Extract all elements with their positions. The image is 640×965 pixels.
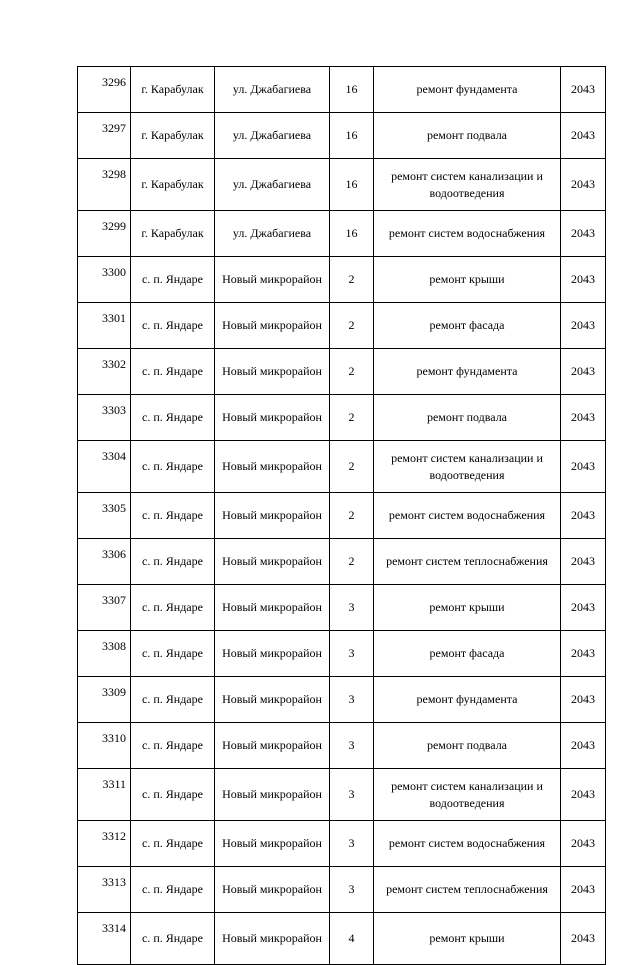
year-cell: 2043 bbox=[561, 395, 606, 441]
street-cell: Новый микрорайон bbox=[215, 441, 330, 493]
locality-cell: с. п. Яндаре bbox=[131, 303, 215, 349]
year-cell: 2043 bbox=[561, 769, 606, 821]
work-cell: ремонт подвала bbox=[374, 113, 561, 159]
house-cell: 3 bbox=[330, 723, 374, 769]
year-cell: 2043 bbox=[561, 303, 606, 349]
locality-cell: с. п. Яндаре bbox=[131, 913, 215, 965]
locality-cell: с. п. Яндаре bbox=[131, 539, 215, 585]
house-cell: 16 bbox=[330, 211, 374, 257]
table-row bbox=[78, 585, 606, 631]
table-row bbox=[78, 821, 606, 867]
locality-cell: с. п. Яндаре bbox=[131, 493, 215, 539]
year-cell: 2043 bbox=[561, 67, 606, 113]
row-number: 3300 bbox=[78, 257, 131, 303]
row-number: 3312 bbox=[78, 821, 131, 867]
house-cell: 2 bbox=[330, 441, 374, 493]
year-cell: 2043 bbox=[561, 631, 606, 677]
table-row bbox=[78, 913, 606, 965]
row-number: 3309 bbox=[78, 677, 131, 723]
year-cell: 2043 bbox=[561, 257, 606, 303]
year-cell: 2043 bbox=[561, 211, 606, 257]
row-number: 3314 bbox=[78, 913, 131, 965]
house-cell: 2 bbox=[330, 493, 374, 539]
house-cell: 3 bbox=[330, 585, 374, 631]
locality-cell: г. Карабулак bbox=[131, 113, 215, 159]
year-cell: 2043 bbox=[561, 349, 606, 395]
work-cell: ремонт фундамента bbox=[374, 349, 561, 395]
locality-cell: с. п. Яндаре bbox=[131, 677, 215, 723]
house-cell: 16 bbox=[330, 159, 374, 211]
house-cell: 16 bbox=[330, 67, 374, 113]
table-row bbox=[78, 395, 606, 441]
row-number: 3307 bbox=[78, 585, 131, 631]
row-number: 3299 bbox=[78, 211, 131, 257]
house-cell: 16 bbox=[330, 113, 374, 159]
house-cell: 3 bbox=[330, 631, 374, 677]
work-cell: ремонт крыши bbox=[374, 913, 561, 965]
row-number: 3310 bbox=[78, 723, 131, 769]
work-cell: ремонт систем канализации и водоотведения bbox=[374, 441, 561, 493]
locality-cell: с. п. Яндаре bbox=[131, 585, 215, 631]
house-cell: 2 bbox=[330, 257, 374, 303]
table-row bbox=[78, 67, 606, 113]
row-number: 3303 bbox=[78, 395, 131, 441]
street-cell: Новый микрорайон bbox=[215, 821, 330, 867]
locality-cell: с. п. Яндаре bbox=[131, 769, 215, 821]
house-cell: 3 bbox=[330, 867, 374, 913]
street-cell: Новый микрорайон bbox=[215, 867, 330, 913]
locality-cell: с. п. Яндаре bbox=[131, 257, 215, 303]
work-cell: ремонт систем водоснабжения bbox=[374, 821, 561, 867]
year-cell: 2043 bbox=[561, 723, 606, 769]
row-number: 3304 bbox=[78, 441, 131, 493]
street-cell: ул. Джабагиева bbox=[215, 113, 330, 159]
table-row bbox=[78, 257, 606, 303]
house-cell: 2 bbox=[330, 539, 374, 585]
street-cell: ул. Джабагиева bbox=[215, 211, 330, 257]
locality-cell: с. п. Яндаре bbox=[131, 631, 215, 677]
house-cell: 4 bbox=[330, 913, 374, 965]
table-body bbox=[78, 67, 606, 965]
work-cell: ремонт систем канализации и водоотведения bbox=[374, 159, 561, 211]
street-cell: Новый микрорайон bbox=[215, 585, 330, 631]
street-cell: Новый микрорайон bbox=[215, 493, 330, 539]
work-cell: ремонт фасада bbox=[374, 631, 561, 677]
year-cell: 2043 bbox=[561, 441, 606, 493]
work-cell: ремонт систем теплоснабжения bbox=[374, 867, 561, 913]
house-cell: 3 bbox=[330, 821, 374, 867]
row-number: 3313 bbox=[78, 867, 131, 913]
work-cell: ремонт систем водоснабжения bbox=[374, 493, 561, 539]
row-number: 3302 bbox=[78, 349, 131, 395]
street-cell: ул. Джабагиева bbox=[215, 159, 330, 211]
locality-cell: г. Карабулак bbox=[131, 159, 215, 211]
year-cell: 2043 bbox=[561, 113, 606, 159]
street-cell: Новый микрорайон bbox=[215, 631, 330, 677]
street-cell: Новый микрорайон bbox=[215, 539, 330, 585]
locality-cell: с. п. Яндаре bbox=[131, 821, 215, 867]
house-cell: 3 bbox=[330, 677, 374, 723]
year-cell: 2043 bbox=[561, 539, 606, 585]
table-row bbox=[78, 303, 606, 349]
street-cell: Новый микрорайон bbox=[215, 395, 330, 441]
table-row bbox=[78, 723, 606, 769]
work-cell: ремонт крыши bbox=[374, 257, 561, 303]
year-cell: 2043 bbox=[561, 821, 606, 867]
work-cell: ремонт фундамента bbox=[374, 67, 561, 113]
table-row bbox=[78, 441, 606, 493]
table-row bbox=[78, 493, 606, 539]
year-cell: 2043 bbox=[561, 913, 606, 965]
row-number: 3311 bbox=[78, 769, 131, 821]
year-cell: 2043 bbox=[561, 159, 606, 211]
year-cell: 2043 bbox=[561, 677, 606, 723]
year-cell: 2043 bbox=[561, 585, 606, 631]
table-row bbox=[78, 349, 606, 395]
street-cell: Новый микрорайон bbox=[215, 769, 330, 821]
locality-cell: с. п. Яндаре bbox=[131, 867, 215, 913]
locality-cell: с. п. Яндаре bbox=[131, 441, 215, 493]
street-cell: Новый микрорайон bbox=[215, 723, 330, 769]
street-cell: ул. Джабагиева bbox=[215, 67, 330, 113]
row-number: 3305 bbox=[78, 493, 131, 539]
house-cell: 2 bbox=[330, 349, 374, 395]
locality-cell: с. п. Яндаре bbox=[131, 395, 215, 441]
locality-cell: с. п. Яндаре bbox=[131, 723, 215, 769]
table-row bbox=[78, 159, 606, 211]
year-cell: 2043 bbox=[561, 867, 606, 913]
row-number: 3301 bbox=[78, 303, 131, 349]
work-cell: ремонт подвала bbox=[374, 723, 561, 769]
street-cell: Новый микрорайон bbox=[215, 913, 330, 965]
work-cell: ремонт фундамента bbox=[374, 677, 561, 723]
locality-cell: г. Карабулак bbox=[131, 67, 215, 113]
work-cell: ремонт подвала bbox=[374, 395, 561, 441]
table-row bbox=[78, 113, 606, 159]
house-cell: 3 bbox=[330, 769, 374, 821]
table-row bbox=[78, 631, 606, 677]
work-cell: ремонт систем канализации и водоотведения bbox=[374, 769, 561, 821]
table-row bbox=[78, 211, 606, 257]
work-cell: ремонт систем теплоснабжения bbox=[374, 539, 561, 585]
street-cell: Новый микрорайон bbox=[215, 303, 330, 349]
table-row bbox=[78, 539, 606, 585]
repair-schedule-table bbox=[77, 66, 606, 965]
work-cell: ремонт крыши bbox=[374, 585, 561, 631]
locality-cell: с. п. Яндаре bbox=[131, 349, 215, 395]
street-cell: Новый микрорайон bbox=[215, 257, 330, 303]
locality-cell: г. Карабулак bbox=[131, 211, 215, 257]
street-cell: Новый микрорайон bbox=[215, 677, 330, 723]
year-cell: 2043 bbox=[561, 493, 606, 539]
street-cell: Новый микрорайон bbox=[215, 349, 330, 395]
table-row bbox=[78, 677, 606, 723]
work-cell: ремонт фасада bbox=[374, 303, 561, 349]
table-row bbox=[78, 769, 606, 821]
house-cell: 2 bbox=[330, 303, 374, 349]
row-number: 3297 bbox=[78, 113, 131, 159]
work-cell: ремонт систем водоснабжения bbox=[374, 211, 561, 257]
row-number: 3296 bbox=[78, 67, 131, 113]
house-cell: 2 bbox=[330, 395, 374, 441]
row-number: 3308 bbox=[78, 631, 131, 677]
table-row bbox=[78, 867, 606, 913]
row-number: 3306 bbox=[78, 539, 131, 585]
row-number: 3298 bbox=[78, 159, 131, 211]
